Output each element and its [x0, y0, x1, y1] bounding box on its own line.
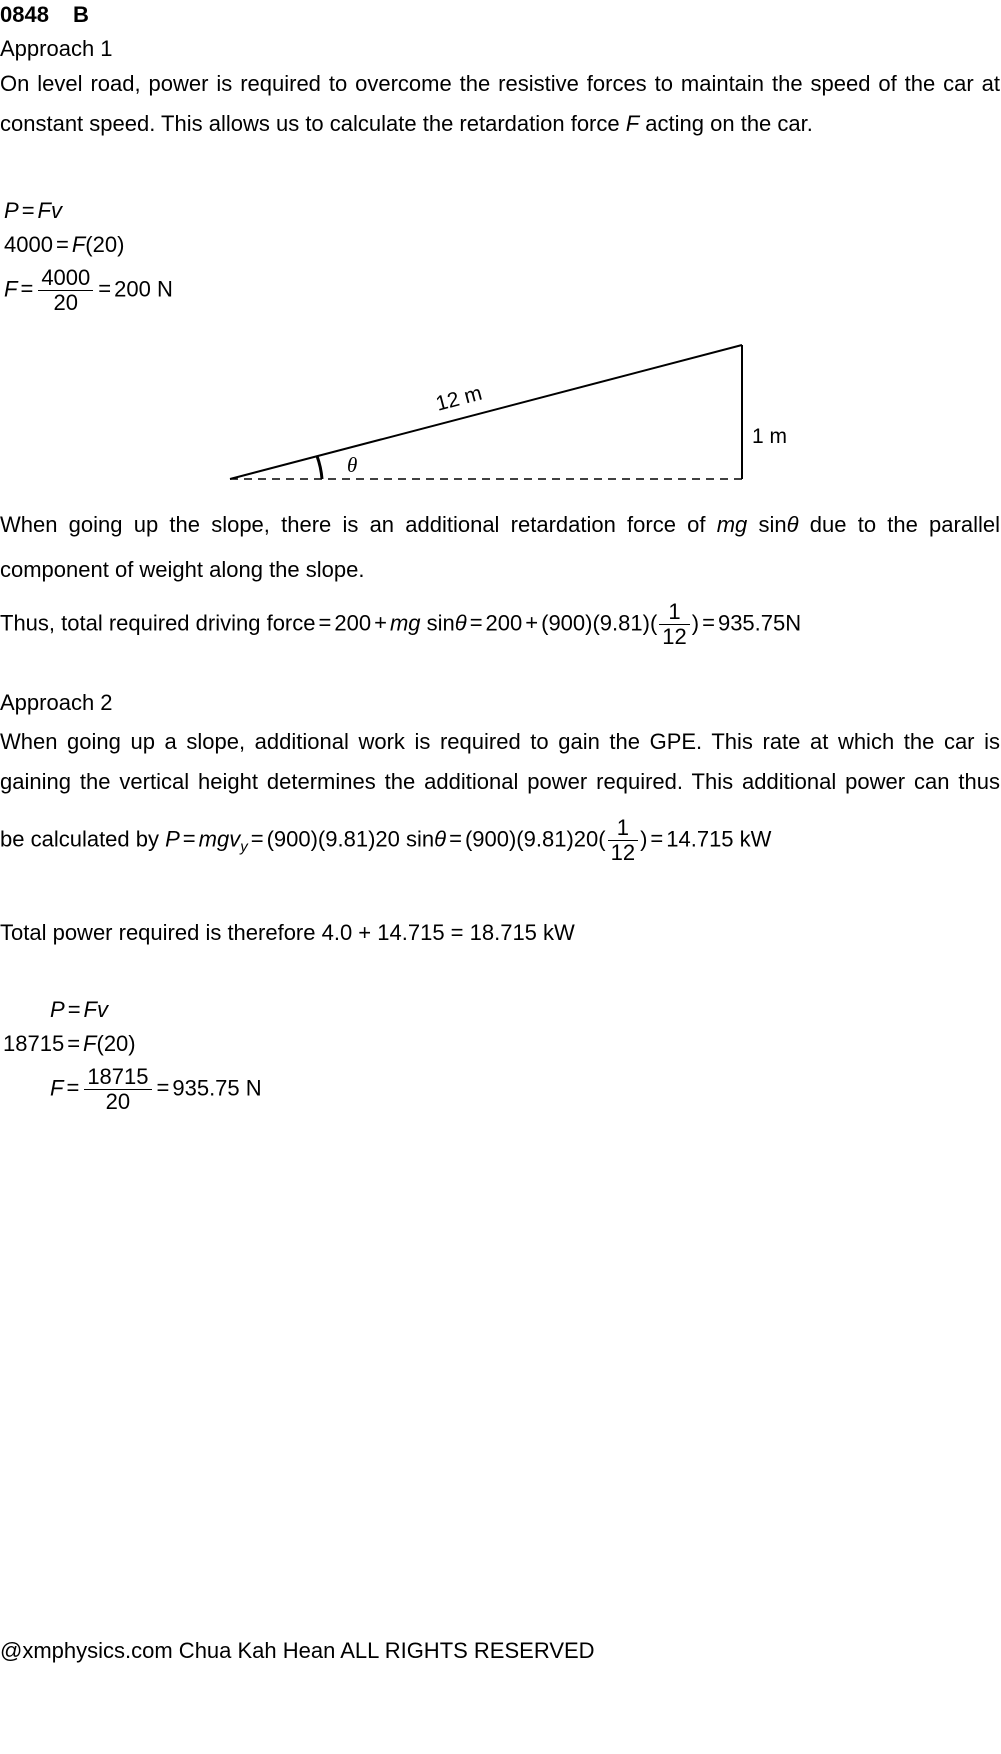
numerator: 1: [608, 816, 638, 841]
eq1-line3: F = $\frac{4000}{20}$ = 200 N: [4, 265, 173, 315]
eq-term: 18715: [3, 1031, 65, 1056]
eq-result: 14.715 kW: [666, 826, 772, 852]
approach1-heading: Approach 1: [0, 36, 113, 61]
eq-term: sin: [406, 826, 435, 852]
approach1-paragraph2: [0, 502, 1000, 592]
eq-term: sin: [420, 610, 455, 636]
eq-term: (900)(9.81)20: [266, 826, 400, 852]
approach2-heading: Approach 2: [0, 690, 113, 715]
numerator: 18715: [84, 1065, 151, 1090]
eq-term: F: [71, 232, 86, 257]
eq-term: mgv: [198, 826, 241, 852]
eq-term: mg: [716, 512, 748, 537]
eq-term: (900)(9.81)20(: [464, 826, 606, 852]
height-label: 1 m: [752, 425, 788, 448]
eq-term: Fv: [37, 198, 62, 223]
denominator: 12: [610, 840, 636, 865]
eq1-line1: P = Fv: [4, 198, 62, 223]
eq-term: 200: [485, 610, 523, 636]
approach2-paragraph: [0, 722, 1000, 802]
eq2-line1: P = Fv: [50, 997, 108, 1022]
para-text: acting on the car.: [639, 111, 813, 136]
eq-term: P: [165, 826, 180, 852]
question-number: 0848: [0, 2, 49, 27]
eq-term: F: [4, 276, 18, 302]
eq-term: sin: [747, 512, 787, 537]
eq1-line2: 4000 = F(20): [4, 232, 125, 257]
para-text: be calculated by: [0, 826, 166, 852]
denominator: 20: [105, 1089, 131, 1114]
denominator: 12: [662, 624, 687, 649]
incline-hypotenuse: [230, 345, 742, 479]
approach1-para2-line2: component of weight along the slope.: [0, 557, 365, 582]
eq-term: (20): [85, 232, 125, 257]
approach2-para-line1: When going up a slope, additional work is required to gain the GPE. This rate at which the car is: [0, 729, 1000, 754]
answer-letter: B: [72, 2, 89, 27]
eq2-line3: F = $\frac{18715}{20}$ = 935.75 N: [50, 1064, 262, 1114]
fraction: [38, 266, 93, 315]
eq-term: (20): [96, 1031, 136, 1056]
eq-result: 935.75: [717, 610, 786, 636]
eq-term: 4000: [4, 232, 53, 257]
numerator: 4000: [38, 266, 93, 291]
denominator: 20: [53, 290, 79, 315]
eq-term: 200: [334, 610, 372, 636]
eq2-line2: 18715 = F(20): [3, 1031, 136, 1056]
para-text: Thus, total required driving force: [0, 610, 316, 636]
eq-term: F: [83, 1031, 97, 1056]
copyright-footer: @xmphysics.com Chua Kah Hean ALL RIGHTS RESERVED: [0, 1638, 595, 1663]
eq-term: mg: [389, 610, 421, 636]
para-text: due to the parallel: [798, 512, 1000, 537]
angle-arc: [317, 456, 322, 479]
approach1-paragraph: [0, 64, 1000, 144]
eq-term: Fv: [83, 997, 108, 1022]
eq-result: 200 N: [114, 276, 173, 302]
approach2-para-line2: gaining the vertical height determines the additional power required. This additional power can thus: [0, 769, 1000, 794]
thus-line: Thus, total required driving force = 200 + mg sinθ = 200 + (900)(9.81)( $\frac{1}{12}$ ) = 935.75N: [0, 599, 802, 649]
question-header: [0, 2, 89, 28]
approach1-para-line1: On level road, power is required to overcome the resistive forces to maintain the speed of the car at: [0, 71, 1000, 96]
fraction: [659, 600, 689, 649]
approach1-para2-line1: [0, 502, 1000, 547]
approach2-eq-line: be calculated by P = mgv$_y$ = (900)(9.81)20 sinθ = (900)(9.81)20( $\frac{1}{12}$ ) = 14.715 kW: [0, 815, 772, 865]
theta: θ: [434, 826, 447, 852]
fraction: [84, 1065, 151, 1114]
approach1-para-line2: [0, 104, 1000, 144]
force-variable: F: [625, 111, 640, 136]
para-text: When going up the slope, there is an additional retardation force of: [0, 512, 717, 537]
eq-term: (900)(9.81)(: [541, 610, 658, 636]
theta: θ: [454, 610, 467, 636]
numerator: 1: [659, 600, 689, 625]
eq-term: ): [691, 610, 700, 636]
incline-diagram: [0, 335, 1001, 485]
angle-label: θ: [347, 453, 358, 477]
eq-term: ): [640, 826, 648, 852]
fraction: [608, 816, 638, 865]
unit: N: [785, 610, 802, 636]
eq-result: 935.75 N: [172, 1075, 262, 1101]
para-text: constant speed. This allows us to calculate the retardation force: [0, 111, 626, 136]
eq-term: F: [50, 1075, 64, 1101]
hypotenuse-label: 12 m: [433, 381, 485, 416]
subscript: y: [240, 838, 248, 856]
total-power-line: Total power required is therefore 4.0 + 14.715 = 18.715 kW: [0, 920, 575, 945]
eq-term: P: [4, 198, 19, 223]
theta: θ: [786, 512, 799, 537]
eq-term: P: [50, 997, 65, 1022]
